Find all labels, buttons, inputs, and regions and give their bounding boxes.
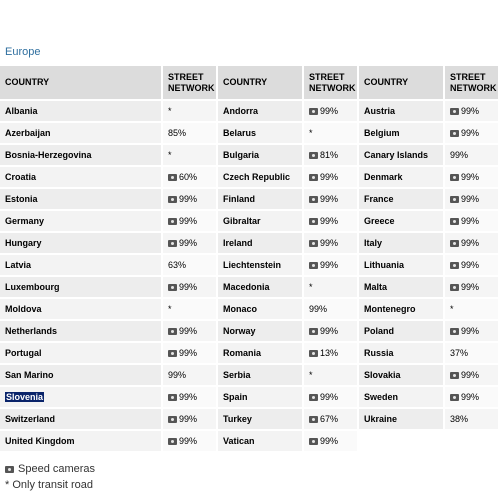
table-row [0, 122, 499, 144]
country-cell [0, 144, 162, 166]
country-name: Malta [364, 282, 388, 292]
street-network-cell [303, 232, 358, 254]
table-row [0, 430, 499, 452]
country-name: Czech Republic [223, 172, 291, 182]
street-network-cell [303, 364, 358, 386]
coverage-value: 99% [320, 106, 339, 116]
country-cell [0, 122, 162, 144]
street-network-cell [303, 320, 358, 342]
coverage-value: 99% [320, 436, 339, 446]
country-name: Macedonia [223, 282, 270, 292]
coverage-value: 99% [320, 172, 339, 182]
country-cell [358, 408, 444, 430]
country-cell [217, 386, 303, 408]
speed-camera-icon [450, 240, 459, 247]
coverage-value: 99% [179, 392, 198, 402]
speed-camera-icon [168, 350, 177, 357]
country-name: Albania [5, 106, 38, 116]
coverage-value: 99% [179, 326, 198, 336]
country-name: Ukraine [364, 414, 398, 424]
coverage-value: 99% [320, 216, 339, 226]
country-name: Finland [223, 194, 255, 204]
country-name: Serbia [223, 370, 251, 380]
country-name: Norway [223, 326, 256, 336]
country-name: Monaco [223, 304, 258, 314]
empty-cell [358, 430, 444, 452]
country-name: Latvia [5, 260, 32, 270]
street-network-cell [162, 342, 217, 364]
country-name: Andorra [223, 106, 259, 116]
speed-camera-icon [309, 108, 318, 115]
country-name: Lithuania [364, 260, 404, 270]
country-cell [217, 100, 303, 122]
coverage-value: 99% [320, 326, 339, 336]
coverage-value: 99% [179, 216, 198, 226]
table-row [0, 342, 499, 364]
coverage-value: 99% [461, 370, 480, 380]
coverage-value: 99% [179, 436, 198, 446]
coverage-value: 99% [179, 194, 198, 204]
table-row [0, 298, 499, 320]
speed-camera-icon [450, 394, 459, 401]
coverage-value: 99% [320, 392, 339, 402]
column-header-country: COUNTRY [217, 66, 303, 100]
country-name: Ireland [223, 238, 253, 248]
speed-camera-icon [168, 284, 177, 291]
country-name: Denmark [364, 172, 403, 182]
country-name: Liechtenstein [223, 260, 282, 270]
street-network-cell [162, 232, 217, 254]
street-network-cell [444, 232, 499, 254]
street-network-cell [162, 320, 217, 342]
street-network-cell [303, 386, 358, 408]
country-name: Bosnia-Herzegovina [5, 150, 92, 160]
country-cell [0, 298, 162, 320]
street-network-cell [303, 408, 358, 430]
country-cell [217, 430, 303, 452]
street-network-cell [444, 320, 499, 342]
coverage-value: 13% [320, 348, 339, 358]
country-cell [0, 254, 162, 276]
coverage-value: * [309, 370, 313, 380]
speed-camera-icon [168, 218, 177, 225]
coverage-value: 85% [168, 128, 187, 138]
street-network-cell [444, 166, 499, 188]
street-network-cell [162, 144, 217, 166]
speed-camera-icon [450, 130, 459, 137]
coverage-value: 99% [461, 106, 480, 116]
speed-camera-icon [168, 240, 177, 247]
coverage-value: 99% [461, 172, 480, 182]
coverage-value: 99% [309, 304, 328, 314]
column-header-country: COUNTRY [358, 66, 444, 100]
table-row [0, 386, 499, 408]
coverage-value: 99% [461, 260, 480, 270]
country-cell [358, 276, 444, 298]
coverage-value: 99% [461, 326, 480, 336]
country-cell [358, 364, 444, 386]
speed-camera-icon [309, 174, 318, 181]
speed-camera-icon [450, 196, 459, 203]
country-cell [0, 276, 162, 298]
table-row [0, 210, 499, 232]
speed-camera-icon [309, 394, 318, 401]
street-network-cell [444, 210, 499, 232]
country-cell [0, 188, 162, 210]
coverage-value: 99% [168, 370, 187, 380]
column-header-street-network: STREET NETWORK [162, 66, 217, 100]
speed-camera-icon [309, 240, 318, 247]
speed-camera-icon [168, 328, 177, 335]
coverage-value: * [309, 128, 313, 138]
table-body [0, 100, 499, 452]
country-name: Slovakia [364, 370, 401, 380]
country-name: Hungary [5, 238, 42, 248]
country-cell [217, 188, 303, 210]
country-cell [0, 320, 162, 342]
coverage-value: * [450, 304, 454, 314]
country-cell [358, 144, 444, 166]
country-cell [217, 232, 303, 254]
country-name: Italy [364, 238, 383, 248]
country-name: Romania [223, 348, 262, 358]
street-network-cell [162, 254, 217, 276]
coverage-value: 99% [461, 282, 480, 292]
table-row [0, 276, 499, 298]
country-cell [217, 342, 303, 364]
street-network-cell [303, 100, 358, 122]
country-cell [0, 364, 162, 386]
street-network-cell [444, 298, 499, 320]
country-name: Turkey [223, 414, 252, 424]
country-name: Slovenia [6, 392, 44, 402]
country-cell [358, 100, 444, 122]
street-network-cell [162, 122, 217, 144]
coverage-value: 37% [450, 348, 469, 358]
country-cell [217, 320, 303, 342]
coverage-value: 99% [461, 194, 480, 204]
speed-camera-icon [168, 196, 177, 203]
country-name: Poland [364, 326, 395, 336]
coverage-value: 99% [461, 216, 480, 226]
table-row [0, 232, 499, 254]
coverage-value: 63% [168, 260, 187, 270]
country-name: Belgium [364, 128, 400, 138]
country-cell [0, 386, 162, 408]
coverage-value: * [309, 282, 313, 292]
country-cell [217, 166, 303, 188]
street-network-cell [303, 342, 358, 364]
country-name: Montenegro [364, 304, 416, 314]
speed-camera-icon [450, 284, 459, 291]
table-row [0, 408, 499, 430]
speed-camera-icon [309, 218, 318, 225]
country-cell [217, 276, 303, 298]
country-name: Austria [364, 106, 396, 116]
speed-camera-icon [168, 394, 177, 401]
country-cell [217, 122, 303, 144]
country-cell [358, 122, 444, 144]
legend [5, 461, 95, 493]
country-name: Bulgaria [223, 150, 260, 160]
street-network-cell [444, 100, 499, 122]
country-cell [0, 408, 162, 430]
speed-camera-icon [5, 466, 14, 473]
country-name: Canary Islands [364, 150, 429, 160]
country-cell [0, 342, 162, 364]
country-cell [0, 232, 162, 254]
country-name: Estonia [5, 194, 38, 204]
speed-camera-icon [309, 416, 318, 423]
street-network-cell [303, 276, 358, 298]
country-name: Switzerland [5, 414, 56, 424]
street-network-cell [162, 408, 217, 430]
country-cell [217, 210, 303, 232]
speed-camera-icon [450, 262, 459, 269]
country-cell [358, 166, 444, 188]
coverage-value: * [168, 150, 172, 160]
country-name: Luxembourg [5, 282, 60, 292]
country-name: United Kingdom [5, 436, 75, 446]
speed-camera-icon [309, 196, 318, 203]
street-network-cell [303, 298, 358, 320]
coverage-table [0, 66, 500, 453]
table-row [0, 144, 499, 166]
country-name: Vatican [223, 436, 255, 446]
street-network-cell [162, 298, 217, 320]
speed-camera-icon [309, 152, 318, 159]
street-network-cell [444, 122, 499, 144]
coverage-value: 99% [320, 238, 339, 248]
street-network-cell [444, 408, 499, 430]
street-network-cell [303, 188, 358, 210]
coverage-value: 99% [320, 194, 339, 204]
coverage-value: 99% [320, 260, 339, 270]
street-network-cell [162, 100, 217, 122]
region-title: Europe [5, 46, 41, 58]
speed-camera-icon [450, 174, 459, 181]
street-network-cell [162, 430, 217, 452]
country-cell [358, 386, 444, 408]
country-name: Sweden [364, 392, 399, 402]
country-cell [217, 408, 303, 430]
table-row [0, 254, 499, 276]
coverage-value: 99% [461, 128, 480, 138]
country-cell [358, 320, 444, 342]
country-name: Spain [223, 392, 248, 402]
street-network-cell [303, 122, 358, 144]
coverage-value: 99% [450, 150, 469, 160]
speed-camera-icon [309, 438, 318, 445]
coverage-value: 99% [461, 238, 480, 248]
legend-transit-only: * Only transit road [5, 479, 94, 491]
column-header-country: COUNTRY [0, 66, 162, 100]
country-cell [217, 144, 303, 166]
coverage-value: 81% [320, 150, 339, 160]
country-cell [358, 254, 444, 276]
country-cell [358, 232, 444, 254]
street-network-cell [444, 386, 499, 408]
street-network-cell [162, 364, 217, 386]
street-network-cell [444, 254, 499, 276]
country-name: Germany [5, 216, 45, 226]
street-network-cell [303, 210, 358, 232]
street-network-cell [303, 254, 358, 276]
street-network-cell [162, 210, 217, 232]
coverage-value: 99% [179, 238, 198, 248]
country-cell [217, 298, 303, 320]
speed-camera-icon [168, 416, 177, 423]
street-network-cell [303, 166, 358, 188]
coverage-value: 67% [320, 414, 339, 424]
street-network-cell [162, 276, 217, 298]
country-name: Moldova [5, 304, 42, 314]
country-cell [0, 166, 162, 188]
coverage-value: 60% [179, 172, 198, 182]
street-network-cell [444, 364, 499, 386]
country-name: Portugal [5, 348, 42, 358]
country-name: Greece [364, 216, 395, 226]
coverage-value: 99% [179, 348, 198, 358]
table-row [0, 100, 499, 122]
coverage-value: 38% [450, 414, 469, 424]
street-network-cell [444, 144, 499, 166]
speed-camera-icon [450, 218, 459, 225]
country-cell [217, 364, 303, 386]
speed-camera-icon [450, 108, 459, 115]
country-name: Gibraltar [223, 216, 261, 226]
street-network-cell [444, 342, 499, 364]
street-network-cell [162, 188, 217, 210]
coverage-value: * [168, 106, 172, 116]
country-name: Croatia [5, 172, 37, 182]
empty-cell [444, 430, 499, 452]
table-row [0, 364, 499, 386]
speed-camera-icon [309, 262, 318, 269]
country-cell [0, 430, 162, 452]
table-row [0, 188, 499, 210]
column-header-street-network: STREET NETWORK [303, 66, 358, 100]
country-cell [217, 254, 303, 276]
country-cell [358, 298, 444, 320]
speed-camera-icon [309, 328, 318, 335]
street-network-cell [162, 386, 217, 408]
speed-camera-icon [309, 350, 318, 357]
speed-camera-icon [168, 438, 177, 445]
legend-speed-cameras: Speed cameras [5, 461, 95, 477]
country-name: Belarus [223, 128, 257, 138]
country-cell [0, 100, 162, 122]
country-cell [358, 210, 444, 232]
speed-camera-icon [168, 174, 177, 181]
table-row [0, 320, 499, 342]
country-cell [358, 342, 444, 364]
table-row [0, 166, 499, 188]
street-network-cell [162, 166, 217, 188]
country-name: France [364, 194, 394, 204]
coverage-value: 99% [179, 282, 198, 292]
speed-camera-icon [450, 328, 459, 335]
country-cell [358, 188, 444, 210]
country-name: Netherlands [5, 326, 58, 336]
coverage-value: * [168, 304, 172, 314]
street-network-cell [303, 144, 358, 166]
country-cell [0, 210, 162, 232]
speed-camera-icon [450, 372, 459, 379]
country-name: Russia [364, 348, 394, 358]
street-network-cell [303, 430, 358, 452]
country-name: Azerbaijan [5, 128, 51, 138]
table-header-row [0, 66, 499, 100]
coverage-value: 99% [461, 392, 480, 402]
street-network-cell [444, 276, 499, 298]
coverage-value: 99% [179, 414, 198, 424]
street-network-cell [444, 188, 499, 210]
column-header-street-network: STREET NETWORK [444, 66, 499, 100]
country-name: San Marino [5, 370, 54, 380]
